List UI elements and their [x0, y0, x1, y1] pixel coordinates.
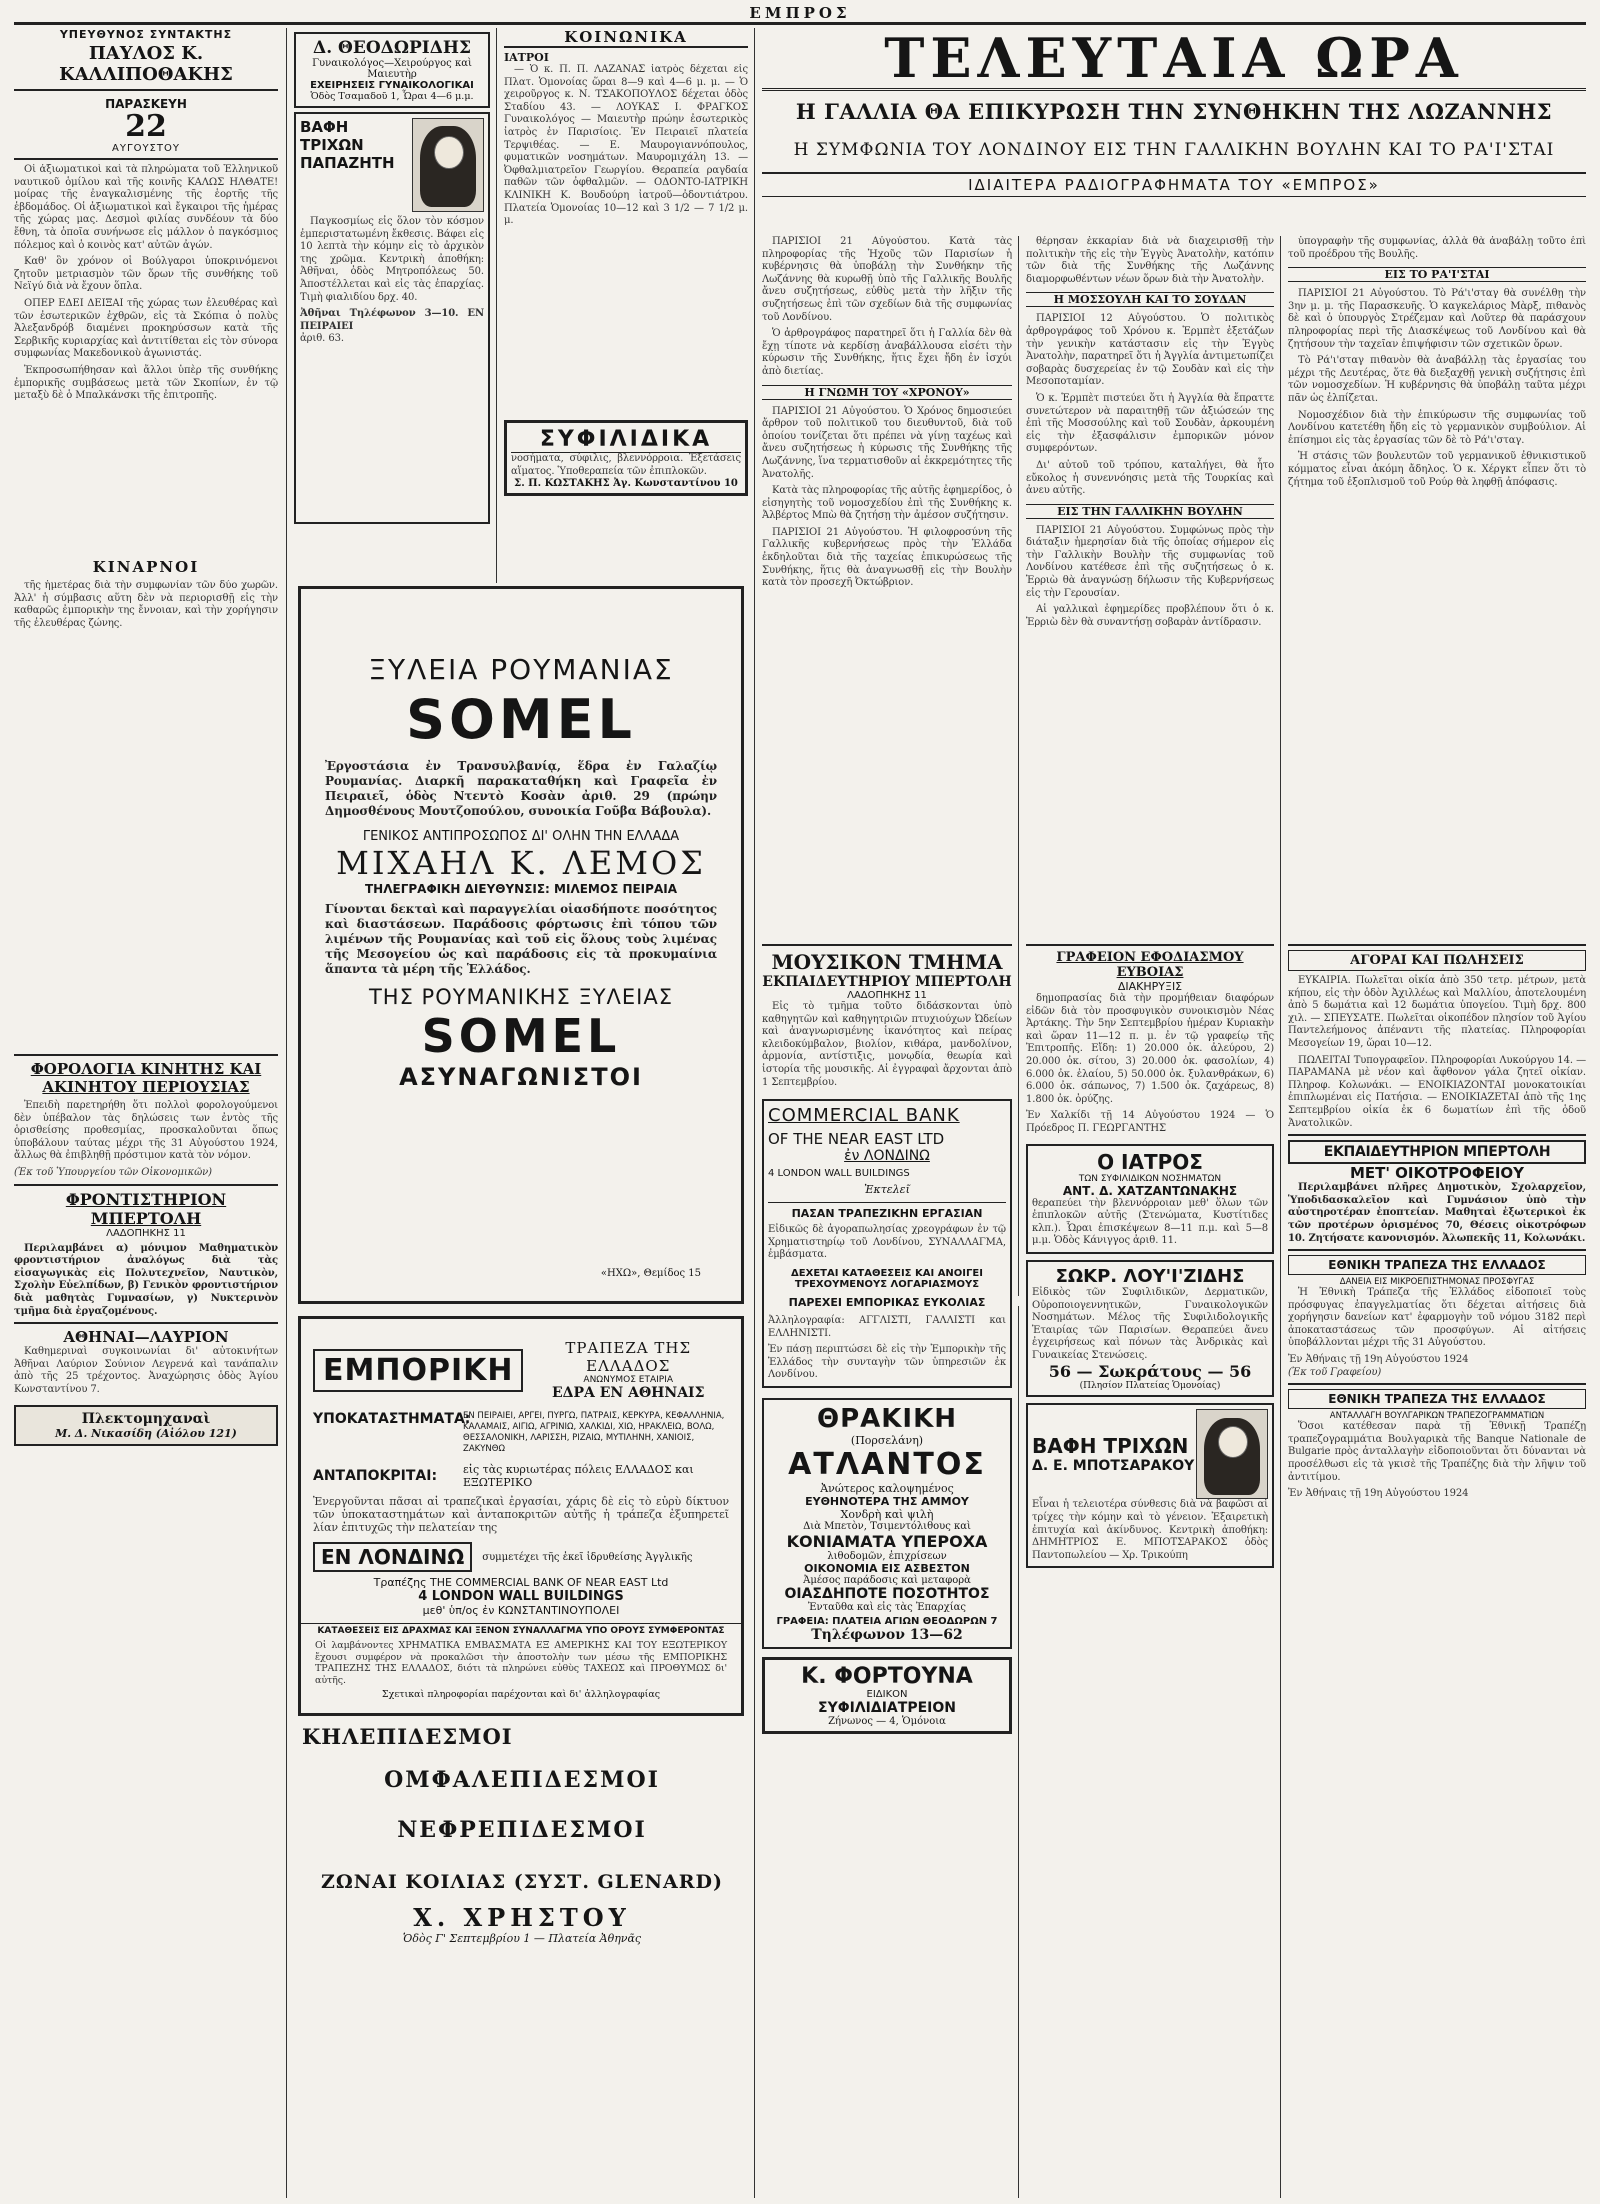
thrace-line: Ἀμέσος παράδοσις καὶ μεταφορὰ [803, 1574, 971, 1586]
tax-notice-source: (Ἐκ τοῦ Ὑπουργείου τῶν Οἰκονομικῶν) [14, 1166, 212, 1178]
hair-dye-name: ΠΑΠΑΖΗΤΗ [300, 154, 395, 172]
news-text [1026, 525, 1274, 630]
bank-name: ΕΜΠΟΡΙΚΗ [313, 1349, 523, 1392]
paragraph: — Ὁ κ. Π. Π. ΛΑΖΑΝΑΣ ἰατρὸς δέχεται εἰς Πλατ. Ὁμονοίας ὥραι 8—9 καὶ 4—6 μ. μ. — Ὁ χειροῦργος κ. Ν. ΤΣΑΚΟΠΟΥΛΟΣ δέχεται ὁδὸς Σταδίου 43. — ΛΟΥΚΑΣ Ι. ΦΡΑΓΚΟΣ Γυναικολόγος — Μαιευτὴρ πρώην ἐσωτερικὸς ἰατρὸς ἐν Παρισίοις. Ἐν Πειραιεῖ πλατεία Τερψιθέας. — Ε. Μαυρογιαννόπουλος, φυματικῶν νοσημάτων. Μαυρομιχάλη 13. — Ὀφθαλμιατρεῖον Γεωργίου. Θεραπεία ραγδαία παθῶν τῶν ὀφθαλμῶν. — ΟΔΟΝΤΟ-ΙΑΤΡΙΚΗ ΚΛΙΝΙΚΗ Κ. Βουδούρη ἰατροῦ—ὀδοντιάτρου. Πλατεία Ὁμονοίας 10—12 καὶ 3 1/2 — 7 1/2 μ. μ. [504, 64, 748, 227]
somel-quality-label: ΤΗΣ ΡΟΥΜΑΝΙΚΗΣ ΞΥΛΕΙΑΣ [368, 985, 674, 1009]
somel-factories: Ἐργοστάσια ἐν Τρανσυλβανίᾳ, ἕδρα ἐν Γαλαζίῳ Ρουμανίας. Διαρκῆ παρακαταθήκη καὶ Γραφεῖα ἐν Πειραιεῖ, ὁδὸς Ντεντὸ Κοσὰν ἀριθ. 29 (πρώην Δημοσθένους Μουτζοπούλου, συνοικία Γοῦβα Βάβουλα). [325, 759, 717, 818]
syphilis-doctor: Σ. Π. ΚΩΣΤΑΚΗΣ Ἀγ. Κωνσταντίνου 10 [514, 478, 738, 490]
hernia-ad [302, 1724, 742, 2194]
cb-executes: Ἐκτελεῖ [864, 1183, 910, 1197]
school-body [1288, 1182, 1586, 1245]
paragraph: ΟΠΕΡ ΕΔΕΙ ΔΕΙΞΑΙ τῆς χώρας των ἐλευθέρας καὶ τῶν ἐσωτερικῶν ἐχθρῶν, εἰς τὰ Σκόπια ὁ πολὺς Ἀλεξανδρόβ διαμένει προκηρύσσων κατὰ τῆς Σερβικῆς κυριαρχίας καὶ ἀντιτίθεται εἰς τὸν σύνορα συμφωνίας Μακεδονικοὺ ἀγωνιστάς. [14, 297, 278, 360]
fortouna-name: Κ. ΦΟΡΤΟΥΝΑ [801, 1663, 973, 1689]
hair-dye-2-body: Εἶναι ἡ τελειοτέρα σύνθεσις διὰ νὰ βαφῶσι αἱ τρίχες τὴν κόμην καὶ τὸ γένειον. Ἐξαιρετικὴ ἐπιτυχία καὶ ἀκίνδυνος. Κεντρικὴ ἀποθήκη: ΔΗΜΗΤΡΙΟΣ Ε. ΜΠΟΤΣΑΡΑΚΟΣ ὁδὸς Παντοπωλείου — Χρ. Τρικούπη [1032, 1499, 1268, 1561]
news-text [1026, 236, 1274, 286]
emporiki-bank-ad [298, 1316, 744, 1716]
thrace-phone: Τηλέφωνον 13—62 [811, 1626, 963, 1643]
paragraph: Ὁ ἀρθρογράφος παρατηρεῖ ὅτι ἡ Γαλλία δὲν θὰ ἔχῃ τίποτε νὰ κερδίσῃ ἀναβάλλουσα εἰσέτι τὴν κύρωσιν τῆς Συνθήκης, ἥτις ἔχει ἤδη ἐν ἰσχύι ἀπὸ διετίας. [762, 328, 1012, 377]
doctor-subtitle: ΤΩΝ ΣΥΦΙΛΙΔΙΚΩΝ ΝΟΣΗΜΑΤΩΝ [1078, 1173, 1222, 1184]
thrace-office: ΓΡΑΦΕΙΑ: ΠΛΑΤΕΙΑ ΑΓΙΩΝ ΘΕΟΔΩΡΩΝ 7 [776, 1615, 998, 1627]
column-rule [1280, 236, 1281, 2198]
date-day: ΠΑΡΑΣΚΕΥΗ [105, 97, 187, 111]
paragraph: Νομοσχέδιον διὰ τὴν ἐπικύρωσιν τῆς συμφωνίας τοῦ Λονδίνου κατετέθη ἤδη εἰς τὸ γερμανικὸν συμβούλιον. Αἱ ἐπίσημοι εἰς τὰς ἐργασίας τῶν δὲ τὸ Ρά'ι'σταγ. [1288, 409, 1586, 446]
somel-agent-name: ΜΙΧΑΗΛ Κ. ΛΕΜΟΣ [336, 844, 706, 882]
lower-column-b [1026, 940, 1274, 2194]
fortouna-type: ΣΥΦΙΛΙΔΙΑΤΡΕΙΟΝ [818, 1699, 956, 1716]
main-headline: ΤΕΛΕΥΤΑΙΑ ΩΡΑ [762, 28, 1586, 91]
classifieds-body [1288, 975, 1586, 1130]
thrace-line: Διὰ Μπετὸν, Τσιμεντόλιθους καὶ [803, 1520, 971, 1532]
doctors-listing [504, 64, 748, 416]
cb-body-1: Εἰδικῶς δὲ ἀγοραπωλησίας χρεογράφων ἐν τῷ Χρηματιστηρίῳ τοῦ Λονδίνου, ΣΥΝΑΛΛΑΓΜΑ, ἐμβάσματα. [768, 1224, 1006, 1261]
school-subtitle: ΜΕΤ' ΟΙΚΟΤΡΟΦΕΙΟΥ [1349, 1164, 1525, 1183]
cb-city: ἐν ΛΟΝΔΙΝΩ [844, 1148, 930, 1165]
bank-seat: ΕΔΡΑ ΕΝ ΑΘΗΝΑΙΣ [551, 1385, 705, 1401]
doctor-title: Ο ΙΑΤΡΟΣ [1097, 1149, 1203, 1174]
paragraph: Περιλαμβάνει α) μόνιμον Μαθηματικὸν φροντιστήριον ἀναλόγως διὰ τὰς εἰσαγωγικὰς εἰς Πολυτεχνεῖον, Ναυτικὸν, Σχολὴν Εὐελπίδων, β) Γενικὸν φροντιστήριον διὰ μαθητὰς Γυμνασίων, γ) Νυκτερινὸν τμῆμα διὰ ἐργαζομένους. [14, 1242, 278, 1317]
thrace-big-2: ΟΙΑΣΔΗΠΟΤΕ ΠΟΣΟΤΗΤΟΣ [784, 1585, 990, 1602]
bank-info: Σχετικαὶ πληροφορίαι παρέχονται καὶ δι' ἀλληλογραφίας [381, 1689, 661, 1700]
paragraph: Ὅσοι κατέθεσαν παρὰ τῇ Ἐθνικῇ Τραπέζῃ τραπεζογραμμάτια Βουλγαρικὰ τῆς Banque Nationale de Bulgarie πρὸς ἀνταλλαγὴν εἰδοποιοῦνται ὅτι δύνανται νὰ προσέλθωσι εἰς τὰ γκισὲ τῆς Τραπέζης διὰ τὴν λῆψιν τοῦ ἀντιτίμου. [1288, 1421, 1586, 1483]
music-body [762, 1001, 1012, 1089]
headline-sub-1: Η ΓΑΛΛΙΑ ΘΑ ΕΠΙΚΥΡΩΣΗ ΤΗΝ ΣΥΝΘΗΚΗΝ ΤΗΣ ΛΩΖΑΝΝΗΣ [795, 99, 1553, 124]
thrace-title: ΘΡΑΚΙΚΗ [816, 1403, 957, 1434]
syphilis-title: ΣΥΦΙΛΙΔΙΚΑ [511, 427, 741, 453]
news-text [762, 236, 1012, 379]
news-text [762, 406, 1012, 590]
hair-dye-body [300, 216, 484, 304]
thrace-line: Ἀνώτερος καλοψημένος [820, 1481, 954, 1495]
doctors-subheading: ΙΑΤΡΟΙ [504, 51, 549, 64]
london-branch: μεθ' ὑπ/ος ἐν ΚΩΝΣΤΑΝΤΙΝΟΥΠΟΛΕΙ [422, 1604, 620, 1617]
tutoring-title: ΦΡΟΝΤΙΣΤΗΡΙΟΝ ΜΠΕΡΤΟΛΗ [65, 1189, 227, 1228]
school-title: ΕΚΠΑΙΔΕΥΤΗΡΙΟΝ ΜΠΕΡΤΟΛΗ [1288, 1140, 1586, 1164]
column-rule [1018, 236, 1019, 1296]
paragraph: Κατὰ τὰς πληροφορίας τῆς αὐτῆς ἐφημερίδος, ὁ εἰσηγητὴς τοῦ νομοσχεδίου ἐπὶ τῆς Συνθήκης κ. Ἀλβέρτος Μπὼ θὰ ζητήσῃ τὴν ἀμέσον συζήτησιν. [762, 485, 1012, 522]
hair-dye-ad-2 [1026, 1403, 1274, 1568]
newspaper-page [14, 0, 1586, 2204]
paragraph: θέρησαν ἐκκαρίαν διὰ νὰ διαχειρισθῇ τὴν πολιτικὴν τῆς εἰς τὴν Ἐγγὺς Ἀνατολὴν, κατόπιν τῶν διὰ τῆς Συνθήκης τῆς Λωζάννης διαμορφωθέντων νέων ὅρων διὰ τὴν Ἀνατολὴν. [1026, 236, 1274, 285]
lavrion-title: ΑΘΗΝΑΙ—ΛΑΥΡΙΟΝ [63, 1328, 229, 1347]
cb-line-3: ΠΑΡΕΧΕΙ ΕΜΠΟΡΙΚΑΣ ΕΥΚΟΛΙΑΣ [788, 1295, 986, 1309]
cb-address: 4 LONDON WALL BUILDINGS [768, 1168, 910, 1180]
cb-subtitle: OF THE NEAR EAST LTD [768, 1130, 945, 1149]
hair-dye-2-name: Δ. Ε. ΜΠΟΤΣΑΡΑΚΟΥ [1032, 1458, 1195, 1475]
headline-block [762, 28, 1586, 238]
fortouna-spec: ΕΙΔΙΚΟΝ [866, 1688, 908, 1700]
london-label: ΕΝ ΛΟΝΔΙΝΩ [313, 1542, 472, 1572]
somel-title: ΞΥΛΕΙΑ ΡΟΥΜΑΝΙΑΣ [368, 653, 674, 686]
hair-dye-title: ΒΑΦΗ ΤΡΙΧΩΝ [300, 118, 364, 154]
news-text [1288, 288, 1586, 489]
hernia-address: Ὁδὸς Γ' Σεπτεμβρίου 1 — Πλατεία Ἀθηνᾶς [402, 1932, 642, 1945]
doctor-body: θεραπεύει τὴν βλεννόρροιαν μεθ' ὅλων τῶν ἐπιπλοκῶν αὐτῆς (Στενώματα, Κυστίτιδες κλπ.). Ὧραι ἐπισκέψεων 8—11 π.μ. καὶ 5—8 μ.μ. Ὁδὸς Κάνιγγος ἀριθ. 11. [1032, 1197, 1268, 1247]
national-bank-title: ΕΘΝΙΚΗ ΤΡΑΠΕΖΑ ΤΗΣ ΕΛΛΑΔΟΣ [1288, 1255, 1586, 1275]
national-bank-2-subtitle: ΑΝΤΑΛΛΑΓΗ ΒΟΥΛΓΑΡΙΚΩΝ ΤΡΑΠΕΖΟΓΡΑΜΜΑΤΙΩΝ [1329, 1411, 1545, 1422]
woman-portrait-icon [412, 118, 484, 212]
paragraph: Τὸ Ρά'ι'σταγ πιθανὸν θὰ ἀναβάλλῃ τὰς ἐργασίας του μέχρι τῆς Δευτέρας, ὅτε θὰ διεξαχθῇ γενικὴ συζήτησις ἐπὶ τῶν νομοσχεδίων. Ἡ κυβέρνησις θὰ ὑποβάλῃ ταῦτα μέχρι πᾶν ὡς ἐλπίζεται. [1288, 355, 1586, 404]
column-rule [1018, 1306, 1019, 2198]
correspondents-label: ΑΝΤΑΠΟΚΡΙΤΑΙ: [313, 1468, 438, 1484]
evia-signature: Ἐν Χαλκίδι τῇ 14 Αὐγούστου 1924 — Ὁ Πρόεδρος Π. ΓΕΩΡΓΑΝΤΗΣ [1026, 1110, 1274, 1134]
thrace-line: ΟΙΚΟΝΟΜΙΑ ΕΙΣ ΑΣΒΕΣΤΟΝ [804, 1561, 970, 1575]
tax-notice-body [14, 1100, 278, 1163]
paragraph: Ἐπειδὴ παρετηρήθη ὅτι πολλοὶ φορολογούμενοι δὲν ὑπέβαλον τὰς δηλώσεις των ἐντὸς τῆς ὁρισθείσης προθεσμίας, προσκαλοῦνται ὅπως ὑποβάλουν ταύτας μέχρι τῆς 31 Αὐγούστου 1924, ἄλλως θὰ ἐπιβληθῇ πρόστιμον κατὰ τὸν νόμον. [14, 1100, 278, 1162]
fortouna-address: Ζήνωνος — 4, Ὁμόνοια [828, 1715, 946, 1727]
cb-body-2: Ἐν πάσῃ περιπτώσει δὲ εἰς τὴν Ἐμπορικὴν τῆς Ἑλλάδος τὴν συνταγὴν τῶν ὑπηρεσιῶν ἐκ Λονδίνου. [768, 1344, 1006, 1381]
thrace-subtitle: (Πορσελάνη) [850, 1433, 924, 1447]
correspondents-list: εἰς τὰς κυριωτέρας πόλεις ΕΛΛΑΔΟΣ και ΕΞΩΤΕΡΙΚΟ [463, 1463, 694, 1489]
opinion-heading: Η ΓΝΩΜΗ ΤΟΥ «ΧΡΟΝΟΥ» [762, 385, 1012, 400]
social-heading: ΚΟΙΝΩΝΙΚΑ [504, 28, 748, 48]
knitting-ad-sub: Μ. Δ. Νικασίδη (Αἰόλου 121) [55, 1426, 237, 1440]
editor-label: ΥΠΕΥΘΥΝΟΣ ΣΥΝΤΑΚΤΗΣ [59, 28, 233, 41]
venereal-doctor-ad [1026, 1144, 1274, 1254]
london-address: 4 LONDON WALL BUILDINGS [418, 1589, 624, 1604]
paragraph: ΠΑΡΙΣΙΟΙ 21 Αὐγούστου. Ἡ φιλοφροσύνη τῆς Γαλλικῆς κυβερνήσεως πρὸς τὴν Ἑλλάδα ἐκδηλοῦται διὰ τῆς ταχείας ἐπικυρώσεως τῆς Συνθήκης, ἥτις θὰ ἀναγνωσθῇ εἰς τὴν Βουλὴν κατὰ τὸν προσεχῆ Ὀκτώβριον. [762, 526, 1012, 589]
somel-credit: «ΗΧΩ», Θεμίδος 15 [600, 1268, 701, 1279]
doctor-address: Ὁδὸς Τσαμαδοῦ 1, Ὧραι 4—6 μ.μ. [310, 91, 474, 102]
evia-title: ΓΡΑΦΕΙΟΝ ΕΦΟΔΙΑΣΜΟΥ ΕΥΒΟΙΑΣ [1056, 950, 1244, 980]
thrace-cement-ad [762, 1398, 1012, 1649]
paragraph: Ἐκπροσωπήθησαν καὶ ἄλλοι ὑπὲρ τῆς συνθήκης ἐμπορικῆς συμβάσεως μετὰ τῶν Σκοπίων, ἐν τῷ μεταξὺ δὲ ὁ Μπαλκάνσκι τῆς ἐπιτροπῆς. [14, 364, 278, 402]
woman-portrait-icon [1196, 1409, 1268, 1499]
column-2 [294, 28, 490, 583]
paragraph: Περιλαμβάνει πλῆρες Δημοτικὸν, Σχολαρχεῖον, Ὑποδιδασκαλεῖον καὶ Γυμνάσιον ὑπὸ τὴν αὐστηροτέραν ἐποπτείαν. Μαθηταὶ ἐξωτερικοὶ ἐκ τῶν προτέρων ὁρισμένος 70, Θέσεις οἰκοτρόφων 10. Ζητήσατε κανονισμόν. Ἀλωπεκῆς 11, Κολωνάκι. [1288, 1182, 1586, 1244]
national-bank-subtitle: ΔΑΝΕΙΑ ΕΙΣ ΜΙΚΡΟΕΠΙΣΤΗΜΟΝΑΣ ΠΡΟΣΦΥΓΑΣ [1339, 1277, 1535, 1288]
fortouna-ad [762, 1657, 1012, 1734]
doctor-name: ΑΝΤ. Δ. ΧΑΤΖΑΝΤΩΝΑΚΗΣ [1062, 1183, 1238, 1198]
doctor-name: Δ. ΘΕΟΔΩΡΙΔΗΣ [313, 38, 471, 58]
mosul-heading: Η ΜΟΣΣΟΥΛΗ ΚΑΙ ΤΟ ΣΟΥΔΑΝ [1026, 292, 1274, 307]
paragraph: Εἰς τὸ τμῆμα τοῦτο διδάσκονται ὑπὸ καθηγητῶν καὶ καθηγητριῶν πτυχιούχων Ὠδείων καὶ ἀναγνωρισμένης ἱκανότητος καὶ πείρας κλειδοκύμβαλον, βιολίον, κιθάρα, μανδολίνον, ἁρμονία, αντίστιξις, μονῳδία, θεωρία καὶ ἱστορία τῆς μουσικῆς. Αἱ ἐγγραφαὶ ἄρχονται ἀπὸ 1 Σεπτεμβρίου. [762, 1001, 1012, 1088]
doctor-specialty: Γυναικολόγος—Χειρούργος καὶ Μαιευτὴρ [312, 58, 472, 80]
somel-orders: Γίνονται δεκταὶ καὶ παραγγελίαι οἱασδήποτε ποσότητος καὶ διαστάσεων. Παράδοσις φόρτωσις ἐπὶ τόπου τῶν λιμένων τῆς Ρουμανίας καὶ τοῦ εἰς ὅλους τοὺς λιμένας τῆς Μεσογείου ὡς καὶ παράδοσις εἰς τὰ προκυμαίνια ἅπαντα τὰ μέρη τῆς Ἑλλάδος. [325, 902, 717, 976]
paragraph: ΠΑΡΙΣΙΟΙ 12 Αὐγούστου. Ὁ πολιτικὸς ἀρθρογράφος τοῦ Χρόνου κ. Ἑρμπὲτ ἐξετάζων τὴν γενικὴν κατάστασιν εἰς τὴν Ἐγγὺς Ἀνατολὴν, παρατηρεῖ ὅτι ἡ Ἀγγλία ἀντιμετωπίζει σοβαρὰς δυσχερείας ἐν τῷ Σουδὰν καὶ εἰς τὴν Μεσοποταμίαν. [1026, 313, 1274, 388]
doctor-ad [294, 32, 490, 108]
national-bank-2-body [1288, 1421, 1586, 1484]
cb-line-2: ΔΕΧΕΤΑΙ ΚΑΤΑΘΕΣΕΙΣ ΚΑΙ ΑΝΟΙΓΕΙ ΤΡΕΧΟΥΜΕΝΟΥΣ ΛΟΓΑΡΙΑΣΜΟΥΣ [791, 1267, 983, 1290]
london-bank: Τραπέζης THE COMMERCIAL BANK OF NEAR EAST Ltd [373, 1576, 669, 1589]
hair-dye-2-title: ΒΑΦΗ ΤΡΙΧΩΝ [1032, 1434, 1189, 1459]
news-column-c [1288, 236, 1586, 916]
somel-slogan: ΑΣΥΝΑΓΩΝΙΣΤΟΙ [399, 1063, 643, 1091]
hair-dye-ad [294, 112, 490, 524]
paragraph: Παγκοσμίως εἰς ὅλον τὸν κόσμον ἐμπεριστατωμένη ἔκθεσις. Βάφει εἰς 10 λεπτὰ τὴν κόμην εἰς τὸ ἀρχικὸν της χρῶμα. Κεντρικὴ ἀποθήκη: Ἀθῆναι, ὁδὸς Μητροπόλεως 50. Ἀποστέλλεται καὶ εἰς τὰς ἐπαρχίας. Τιμὴ φιαλιδίου δρχ. 40. [300, 216, 484, 303]
somel-brand-2: SOMEL [421, 1009, 621, 1063]
commercial-bank-ad [762, 1099, 1012, 1388]
editorial-text-2 [14, 580, 278, 1050]
paragraph: ΠΑΡΙΣΙΟΙ 21 Αὐγούστου. Συμφώνως πρὸς τὴν διάταξιν ἡμερησίαν διὰ τῆς ὁποίας σήμερον εἰς τὴν Γαλλικὴν Βουλὴν τῆς συμφωνίας τοῦ Λονδίνου κατέθεσε ἐπὶ τῆς συζητήσεως ὁ κ. Ἑρριὼ θὰ ἀναγνώσῃ δήλωσιν τῆς Κυβερνήσεως εἰς τὴν Γερουσίαν. [1026, 524, 1274, 599]
branches-list: ΕΝ ΠΕΙΡΑΙΕΙ, ΑΡΓΕΙ, ΠΥΡΓΩ, ΠΑΤΡΑΙΣ, ΚΕΡΚΥΡΑ, ΚΕΦΑΛΛΗΝΙΑ, ΚΑΛΑΜΑΙΣ, ΑΙΓΙΩ, ΑΓΡΙΝΙΩ, ΧΑΛΚΙΔΙ, ΧΙΩ, ΗΡΑΚΛΕΙΩ, ΒΟΛΩ, ΘΕΣΣΑΛΟΝΙΚΗ, ΛΑΡΙΣΣΗ, ΡΙΖΑΙΩ, ΜΥΤΙΛΗΝΗ, ΧΑΝΙΟΙΣ, ΖΑΚΥΝΘΩ [463, 1411, 725, 1454]
syphilis-body: νοσήματα, σύφιλις, βλεννόρροια. Ἐξετάσεις αἵματος. Ὑποθεραπεία τῶν ἐπιπλοκῶν. [511, 453, 741, 477]
headline-sub-3: ΙΔΙΑΙΤΕΡΑ ΡΑΔΙΟΓΡΑΦΗΜΑΤΑ ΤΟΥ «ΕΜΠΡΟΣ» [762, 172, 1586, 197]
editorial-text [14, 164, 278, 554]
evia-subtitle: ΔΙΑΚΗΡΥΞΙΣ [1117, 980, 1183, 993]
paragraph: Οἱ ἀξιωματικοὶ καὶ τὰ πληρώματα τοῦ Ἑλληνικοῦ ναυτικοῦ ὁμίλου καὶ τῆς κοινῆς ΚΑΛΩΣ ΗΛΘΑΤΕ! μοίρας τῆς ἐναγκαλισμένης τῆς ἑορτῆς τῆς ἑβδομάδος. Οἱ ἀξιωματικοὶ καὶ ἔγκαιροι τῆς ἡμέρας τῆς χώρας μας. Δεσμοὶ φιλίας συνδέουν τὰ δύο ἔθνη, τὰ ὁποῖα συνήνωσε εἰς μάλλον ὁ παγκόσμιος πόλεμος καὶ ὁ κοινὸς κατ' αὐτῶν ἀγών. [14, 164, 278, 251]
national-bank-2-title: ΕΘΝΙΚΗ ΤΡΑΠΕΖΑ ΤΗΣ ΕΛΛΑΔΟΣ [1288, 1389, 1586, 1409]
paragraph: Καθημεριναὶ συγκοινωνίαι δι' αὐτοκινήτων Ἀθῆναι Λαύριον Σούνιον Λεγρενά καὶ τανάπαλιν ἀπὸ τῆς 25 τρέχοντος. Ἀναχώρησις ὁδὸς Ἁγίου Κωνσταντίνου 7. [14, 1346, 278, 1395]
lower-column-a [762, 940, 1012, 2194]
hair-dye-number: ἀριθ. 63. [300, 333, 344, 345]
paragraph: Ὁ κ. Ἑρμπὲτ πιστεύει ὅτι ἡ Ἀγγλία θὰ ἔπραττε συνετώτερον νὰ παραιτηθῇ τῶν ἀξιώσεών της ἐπὶ τῆς Μοσσούλης καὶ τοῦ Σουδὰν, ἀρκουμένη εἰς τὴν ἐξασφάλισιν ἐμπορικῶν μόνον συμφερόντων. [1026, 392, 1274, 455]
music-subtitle: ΕΚΠΑΙΔΕΥΤΗΡΙΟΥ ΜΠΕΡΤΟΛΗ [762, 974, 1012, 990]
classifieds-title: ΑΓΟΡΑΙ ΚΑΙ ΠΩΛΗΣΕΙΣ [1288, 950, 1586, 971]
louizidis-note: (Πλησίον Πλατείας Ὁμονοίας) [1079, 1381, 1221, 1392]
column-1 [14, 28, 278, 2198]
evia-body [1026, 993, 1274, 1106]
column-3 [504, 28, 748, 583]
thrace-big: ΚΟΝΙΑΜΑΤΑ ΥΠΕΡΟΧΑ [786, 1531, 988, 1551]
paragraph: Ἡ στάσις τῶν βουλευτῶν τοῦ γερμανικοῦ ἐθνικιστικοῦ κόμματος εἶναι ἀκόμη ἄδηλος. Ὁ κ. Χέργκτ εἶπεν ὅτι τὸ ζήτημα τοῦ ἐξοπλισμοῦ τοῦ Ρούρ θὰ ληφθῇ ἀπόφασις. [1288, 451, 1586, 488]
paragraph: ΠΑΡΙΣΙΟΙ 21 Αὐγούστου. Κατὰ τὰς πληροφορίας τῆς Ἠχοῦς τῶν Παρισίων ἡ κυβέρνησις θὰ ὑποβάλῃ τὴν Συνθήκην τῆς Λωζάννης θὰ κυρωθῇ ὑπὸ τῆς Γαλλικῆς Βουλῆς ἄνευ συζητήσεως, εὐθὺς μετὰ τὴν λῆξιν τῆς συζητήσεως ἐπὶ τῶν σχεδίων διὰ τῆς συμφωνίας τοῦ Λονδίνου. [762, 236, 1012, 323]
french-chamber-heading: ΕΙΣ ΤΗΝ ΓΑΛΛΙΚΗΝ ΒΟΥΛΗΝ [1026, 504, 1274, 519]
thrace-line: Ἐνταῦθα καὶ εἰς τὰς Ἐπαρχίας [807, 1601, 967, 1613]
reichstag-heading: ΕΙΣ ΤΟ ΡΑ'Ι'ΣΤΑΙ [1288, 267, 1586, 282]
paragraph: ΠΩΛΕΙΤΑΙ Τυπογραφεῖον. Πληροφορίαι Λυκούργου 14. — ΠΑΡΑΜΑΝΑ μὲ νέον καὶ ἄφθονον γάλα ζητεῖ οἰκίαν. Πληροφ. Κολωνάκι. — ΕΝΟΙΚΙΑΖΟΝΤΑΙ μονοκατοικίαι ἐπιπλωμέναι εἰς Πατήσια. — ΕΝΟΙΚΙΑΖΕΤΑΙ ἀπὸ τῆς 1ης Σεπτεμβρίου οἰκία ἐκ 6 δωματίων ἐπὶ τῆς ὁδοῦ Ἀνατολικῶν. [1288, 1054, 1586, 1129]
paragraph: Αἱ γαλλικαὶ ἐφημερίδες προβλέπουν ὅτι ὁ κ. Ἑρριὼ δὲν θὰ συναντήσῃ σοβαρὰν ἀντίδρασιν. [1026, 604, 1274, 628]
headline-sub-2: Η ΣΥΜΦΩΝΙΑ ΤΟΥ ΛΟΝΔΙΝΟΥ ΕΙΣ ΤΗΝ ΓΑΛΛΙΚΗΝ ΒΟΥΛΗΝ ΚΑΙ ΤΟ ΡΑ'Ι'ΣΤΑΙ [793, 140, 1555, 160]
thrace-line: Χονδρὴ καὶ ψιλὴ [840, 1507, 934, 1521]
louizidis-address: 56 — Σωκράτους — 56 [1048, 1362, 1252, 1382]
bank-name-rest: ΤΡΑΠΕΖΑ ΤΗΣ ΕΛΛΑΔΟΣ [565, 1339, 692, 1375]
syphilis-ad [504, 420, 748, 496]
masthead: ΕΜΠΡΟΣ [14, 4, 1586, 25]
hernia-line-2: ΟΜΦΑΛΕΠΙΔΕΣΜΟΙ [384, 1767, 660, 1793]
news-column-b [1026, 236, 1274, 916]
national-bank-date: Ἐν Ἀθήναις τῇ 19η Αὐγούστου 1924 [1288, 1354, 1469, 1366]
thrace-line: λιθοδομῶν, ἐπιχρίσεων [827, 1550, 947, 1562]
tutoring-address: ΛΑΔΟΠΗΚΗΣ 11 [106, 1227, 186, 1239]
tax-notice-title: ΦΟΡΟΛΟΓΙΑ ΚΙΝΗΤΗΣ ΚΑΙ ΑΚΙΝΗΤΟΥ ΠΕΡΙΟΥΣΙΑΣ [30, 1060, 262, 1096]
bank-company: ΑΝΩΝΥΜΟΣ ΕΤΑΙΡΙΑ [583, 1375, 674, 1385]
london-rest: συμμετέχει τῆς ἐκεῖ ἱδρυθείσης Ἀγγλικῆς [482, 1551, 693, 1563]
date-month: ΑΥΓΟΥΣΤΟΥ [112, 143, 180, 154]
cb-line-1: ΠΑΣΑΝ ΤΡΑΠΕΖΙΚΗΝ ΕΡΓΑΣΙΑΝ [768, 1202, 1006, 1220]
hernia-line-3: ΝΕΦΡΕΠΙΔΕΣΜΟΙ [397, 1817, 647, 1843]
kinarnoi-heading: ΚΙΝΑΡΝΟΙ [92, 558, 200, 576]
thrace-line: ΕΥΘΗΝΟΤΕΡΑ ΤΗΣ ΑΜΜΟΥ [805, 1494, 969, 1508]
paragraph: Ἡ Ἐθνικὴ Τράπεζα τῆς Ἑλλάδος εἰδοποιεῖ τοὺς πρόσφυγας ἐπαγγελματίας ὅτι δέχεται αἰτήσεις διὰ χορήγησιν δανείων κατ' ἐφαρμογὴν τοῦ νόμου 3182 περὶ ἀποκαταστάσεως τῶν προσφύγων. Αἱ αἰτήσεις ὑποβάλλονται μέχρι τῆς 31 Αὐγούστου. [1288, 1287, 1586, 1349]
paragraph: ΕΥΚΑΙΡΙΑ. Πωλεῖται οἰκία ἀπὸ 350 τετρ. μέτρων, μετὰ κήπου, εἰς τὴν ὁδὸν Ἀχιλλέως καὶ Μαλλίου, ἀποτελουμένη ἀπὸ 5 δωμάτια καὶ 12 δωμάτια ὑπογείου. Τιμὴ δρχ. 800 χιλ. — ΣΠΕΥΣΑΤΕ. Πωλεῖται οἰκοπέδον πλησίον τοῦ Ἀγίου Παντελεήμονος ἀπέναντι τῆς πλατείας. Πληροφορίαι Μεσογείων 19, ὥραι 10—12. [1288, 975, 1586, 1049]
column-rule [286, 28, 287, 2198]
remittances-text: Οἱ λαμβάνοντες ΧΡΗΜΑΤΙΚΑ ΕΜΒΑΣΜΑΤΑ ΕΞ ΑΜΕΡΙΚΗΣ ΚΑΙ ΤΟΥ ΕΞΩΤΕΡΙΚΟΥ ἔχουσι συμφέρον νὰ προκαλῶσι τὴν ἀποστολὴν των μέσω τῆς ΕΜΠΟΡΙΚΗΣ ΤΡΑΠΕΖΗΣ ΤΗΣ ΕΛΛΑΔΟΣ, διότι τὰ πληρώνει εὐθὺς ΤΑΧΕΩΣ καὶ ΠΡΟΘΥΜΩΣ δι' αὐτῆς. [315, 1640, 727, 1686]
cb-title: COMMERCIAL BANK [768, 1105, 960, 1127]
hernia-line-1: ΚΗΛΕΠΙΔΕΣΜΟΙ [302, 1724, 513, 1749]
doctor-clinic: ΕΧΕΙΡΗΣΕΙΣ ΓΥΝΑΙΚΟΛΟΓΙΚΑΙ [310, 80, 474, 91]
music-address: ΛΑΔΟΠΗΚΗΣ 11 [847, 990, 927, 1001]
hernia-name: Χ. ΧΡΗΣΤΟΥ [413, 1903, 631, 1932]
editor-name: ΠΑΥΛΟΣ Κ. ΚΑΛΛΙΠΟΘΑΚΗΣ [59, 43, 233, 85]
national-bank-body [1288, 1287, 1586, 1350]
paragraph: ΠΑΡΙΣΙΟΙ 21 Αὐγούστου. Τὸ Ρά'ι'σταγ θὰ συνέλθῃ τὴν 3ην μ. μ. τῆς Παρασκευῆς. Ὁ καγκελάριος Μὰρξ, πιθανὸς δὲ καὶ ὁ ὑπουργὸς Στρέζεμαν καὶ Λοῦτερ θὰ παράσχουν πληροφορίας περὶ τῆς Διασκέψεως τοῦ Λονδίνου καὶ θὰ ζητήσουν τὴν ταχεῖαν ἐπιψήφισιν τῶν σχετικῶν ὅρων. [1288, 288, 1586, 350]
louizidis-name: ΣΩΚΡ. ΛΟΥ'Ι'ΖΙΔΗΣ [1055, 1265, 1245, 1287]
national-bank-2-date: Ἐν Ἀθήναις τῇ 19η Αὐγούστου 1924 [1288, 1488, 1469, 1500]
somel-timber-ad [298, 586, 744, 1304]
news-text [1288, 236, 1586, 261]
national-bank-source: (Ἐκ τοῦ Γραφείου) [1288, 1366, 1382, 1378]
paragraph: ΠΑΡΙΣΙΟΙ 21 Αὐγούστου. Ὁ Χρόνος δημοσιεύει ἄρθρον τοῦ πολιτικοῦ του διευθυντοῦ, διὰ τοῦ ὁποίου τονίζεται ὅτι πρέπει νὰ γίνῃ ταχέως καὶ ἄνευ συζητήσεως ἡ κύρωσις τῆς Συνθήκης τῆς Λωζάννης, ἵνα τερματισθοῦν αἱ ἐκκρεμότητες τῆς Ἀνατολῆς. [762, 405, 1012, 480]
news-column-a [762, 236, 1012, 916]
somel-brand: SOMEL [406, 688, 636, 751]
paragraph: Δι' αὐτοῦ τοῦ τρόπου, καταλήγει, θὰ ἦτο εὔκολος ἡ συνεννόησις μετὰ τῆς Τουρκίας καὶ ἀνευ αὐτῆς. [1026, 459, 1274, 497]
date-number: 22 [125, 109, 167, 144]
thrace-name: ΑΤΛΑΝΤΟΣ [788, 1446, 986, 1482]
tutoring-body [14, 1243, 278, 1319]
column-rule [754, 28, 755, 2198]
lavrion-body [14, 1346, 278, 1396]
louizidis-body: Εἰδικὸς τῶν Συφιλιδικῶν, Δερματικῶν, Οὐροποιογεννητικῶν, Γυναικολογικῶν Νοσημάτων. Μέλος τῆς Συφιλιδολογικῆς Ἑταιρίας τῶν Παρισίων. Θεραπεύει ἄνευ ἐγχειρήσεως καὶ πόνων τὰς Ἀνδρικὰς καὶ Γυναικείας Στενώσεις. [1032, 1286, 1268, 1361]
news-text [1026, 313, 1274, 497]
somel-agent-label: ΓΕΝΙΚΟΣ ΑΝΤΙΠΡΟΣΩΠΟΣ ΔΙ' ΟΛΗΝ ΤΗΝ ΕΛΛΑΔΑ [362, 829, 680, 844]
bank-operations: Ἐνεργοῦνται πᾶσαι αἱ τραπεζικαὶ ἐργασίαι, χάρις δὲ εἰς τὸ εὐρὺ δίκτυον τῶν ὑποκαταστημάτων καὶ ἀνταποκριτῶν αὐτῆς ἡ τράπεζα ἐξυπηρετεῖ λίαν ἐπιτυχῶς τὴν πελατείαν της [313, 1495, 729, 1534]
branches-label: ΥΠΟΚΑΤΑΣΤΗΜΑΤΑ: [313, 1411, 471, 1427]
column-rule [496, 28, 497, 583]
deposits-line: ΚΑΤΑΘΕΣΕΙΣ ΕΙΣ ΔΡΑΧΜΑΣ ΚΑΙ ΞΕΝΟΝ ΣΥΝΑΛΛΑΓΜΑ ΥΠΟ ΟΡΟΥΣ ΣΥΜΦΕΡΟΝΤΑΣ [301, 1623, 741, 1636]
paragraph: ὑπογραφὴν τῆς συμφωνίας, ἀλλὰ θὰ ἀναβάλῃ τοῦτο ἐπὶ τοῦ προέδρου τῆς Βουλῆς. [1288, 236, 1586, 260]
hernia-line-4: ΖΩΝΑΙ ΚΟΙΛΙΑΣ (ΣΥΣΤ. GLENARD) [321, 1871, 723, 1893]
paragraph: τῆς ἡμετέρας διὰ τὴν συμφωνίαν τῶν δύο χωρῶν. Ἀλλ' ἡ σύμβασις αὕτη δὲν νὰ περιορισθῇ εἰς τὴν καθαρῶς ἐμπορικὴν της ἔννοιαν, καὶ τὴν χορήγησιν τῆς ἐλευθέρας ζώνης. [14, 580, 278, 629]
knitting-ad [14, 1405, 278, 1446]
louizidis-ad [1026, 1260, 1274, 1398]
cb-correspondence: Ἀλληλογραφία: ΑΓΓΛΙΣΤΙ, ΓΑΛΛΙΣΤΙ και ΕΛΛΗΝΙΣΤΙ. [768, 1314, 1006, 1339]
paragraph: δημοπρασίας διὰ τὴν προμήθειαν διαφόρων εἰδῶν διὰ τὸν προσφυγικὸν συνοικισμὸν Νέας Ἀρτάκης. Τὴν 5ην Σεπτεμβρίου ἡμέραν Κυριακὴν καὶ ὥραν 11—12 π. μ. ἐν τῷ γραφείῳ τῆς Ἐπιτροπῆς. Εἴδη: 1) 20.000 ὀκ. ἀλεύρου, 2) 20.000 ὀκ. σίτου, 3) 20.000 ὀκ. φασολίων, 4) 6.000 ὀκ. ἐλαίου, 5) 50.000 ὀκ. ξυλανθράκων, 6) 6.000 ὀκ. σάπωνος, 7) 1.500 ὀκ. ζαχάρεως, 8) 1.800 ὀκ. ὀρύζης. [1026, 993, 1274, 1105]
somel-telegraph: ΤΗΛΕΓΡΑΦΙΚΗ ΔΙΕΥΘΥΝΣΙΣ: ΜΙΛΕΜΟΣ ΠΕΙΡΑΙΑ [365, 882, 677, 896]
knitting-ad-title: Πλεκτομηχαναὶ [81, 1410, 211, 1427]
paragraph: Καθ' ὃν χρόνον οἱ Βούλγαροι ὑποκρινόμενοι ζητοῦν μετριασμὸν τῶν ὅρων τῆς συνθήκης τοῦ Νεϊγύ διὰ νὰ ἔχουν ὅπλα. [14, 256, 278, 293]
hair-dye-address: Ἀθῆναι Τηλέφωνον 3—10. ΕΝ ΠΕΙΡΑΙΕΙ [300, 308, 484, 332]
lower-column-c [1288, 940, 1586, 2194]
music-title: ΜΟΥΣΙΚΟΝ ΤΜΗΜΑ [771, 950, 1003, 974]
